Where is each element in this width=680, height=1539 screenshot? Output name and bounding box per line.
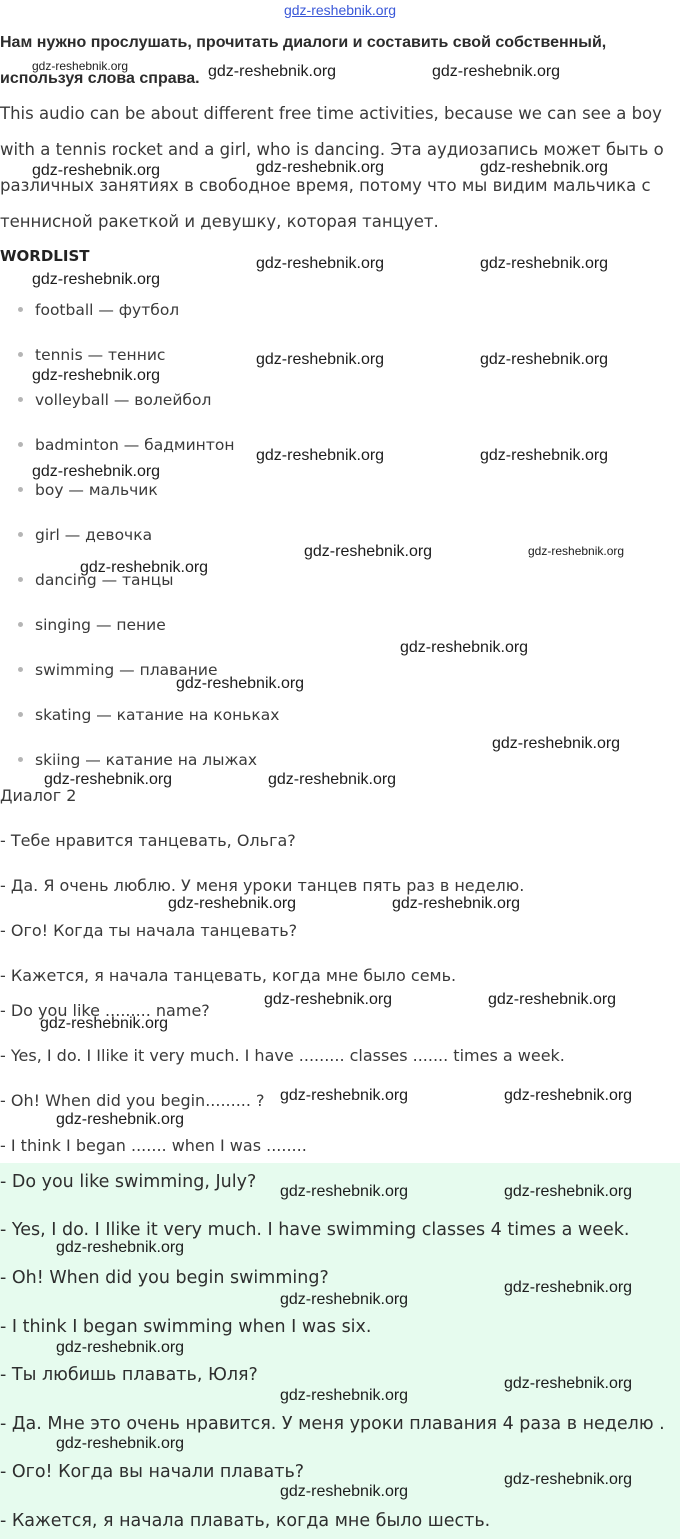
task-line-2: используя слова справа. (0, 70, 200, 87)
watermark: gdz-reshebnik.org (44, 771, 173, 788)
dialog-line: - Yes, I do. I Ilike it very much. I have ......... classes ....... times a week. (0, 1046, 565, 1065)
dialog-line: - Да. Я очень люблю. У меня уроки танцев пять раз в неделю. (0, 876, 525, 895)
watermark: gdz-reshebnik.org (32, 59, 129, 73)
bullet-icon (18, 397, 23, 402)
answer-line: - Кажется, я начала плавать, когда мне было шесть. (0, 1511, 491, 1531)
watermark: gdz-reshebnik.org (392, 895, 521, 912)
watermark: gdz-reshebnik.org (432, 63, 561, 80)
dialog-title: Диалог 2 (0, 786, 77, 805)
watermark: gdz-reshebnik.org (208, 63, 337, 80)
watermark: gdz-reshebnik.org (256, 351, 385, 368)
paragraph-line-4: теннисной ракеткой и девушку, которая танцует. (0, 212, 439, 231)
watermark: gdz-reshebnik.org (56, 1111, 185, 1128)
watermark: gdz-reshebnik.org (504, 1087, 633, 1104)
watermark: gdz-reshebnik.org (400, 639, 529, 656)
wordlist-heading: WORDLIST (0, 247, 90, 265)
watermark: gdz-reshebnik.org (280, 1291, 409, 1308)
watermark: gdz-reshebnik.org (56, 1435, 185, 1452)
watermark: gdz-reshebnik.org (176, 675, 305, 692)
watermark: gdz-reshebnik.org (492, 735, 621, 752)
list-item: singing — пение (18, 616, 166, 634)
answer-line: - Да. Мне это очень нравится. У меня уроки плавания 4 раза в неделю . (0, 1414, 665, 1434)
watermark: gdz-reshebnik.org (480, 255, 609, 272)
list-item: badminton — бадминтон (18, 436, 234, 454)
list-item: football — футбол (18, 301, 179, 319)
answer-line: - Oh! When did you begin swimming? (0, 1268, 329, 1288)
list-item: boy — мальчик (18, 481, 158, 499)
watermark: gdz-reshebnik.org (504, 1279, 633, 1296)
list-item: swimming — плавание (18, 661, 218, 679)
watermark: gdz-reshebnik.org (256, 159, 385, 176)
answer-line: - Yes, I do. I Ilike it very much. I have swimming classes 4 times a week. (0, 1220, 630, 1240)
watermark: gdz-reshebnik.org (280, 1087, 409, 1104)
list-item: skating — катание на коньках (18, 706, 279, 724)
bullet-icon (18, 487, 23, 492)
watermark: gdz-reshebnik.org (480, 159, 609, 176)
bullet-icon (18, 442, 23, 447)
answer-line: - Ты любишь плавать, Юля? (0, 1365, 258, 1385)
watermark: gdz-reshebnik.org (40, 1015, 169, 1032)
watermark: gdz-reshebnik.org (504, 1375, 633, 1392)
bullet-icon (18, 712, 23, 717)
watermark: gdz-reshebnik.org (32, 463, 161, 480)
dialog-line: - Тебе нравится танцевать, Ольга? (0, 831, 296, 850)
watermark: gdz-reshebnik.org (32, 367, 161, 384)
watermark: gdz-reshebnik.org (32, 162, 161, 179)
list-item: tennis — теннис (18, 346, 165, 364)
watermark: gdz-reshebnik.org (256, 447, 385, 464)
bullet-icon (18, 577, 23, 582)
watermark: gdz-reshebnik.org (168, 895, 297, 912)
paragraph-line-1: This audio can be about different free time activities, because we can see a boy (0, 104, 662, 123)
bullet-icon (18, 757, 23, 762)
bullet-icon (18, 667, 23, 672)
paragraph-line-2: with a tennis rocket and a girl, who is dancing. Эта аудиозапись может быть о (0, 140, 664, 159)
watermark: gdz-reshebnik.org (488, 991, 617, 1008)
dialog-line: - Кажется, я начала танцевать, когда мне было семь. (0, 966, 457, 985)
watermark: gdz-reshebnik.org (56, 1339, 185, 1356)
watermark: gdz-reshebnik.org (480, 351, 609, 368)
watermark: gdz-reshebnik.org (268, 771, 397, 788)
dialog-line: - Oh! When did you begin......... ? (0, 1091, 265, 1110)
watermark: gdz-reshebnik.org (280, 1483, 409, 1500)
task-line-1: Нам нужно прослушать, прочитать диалоги и составить свой собственный, (0, 34, 607, 51)
list-item: dancing — танцы (18, 571, 173, 589)
bullet-icon (18, 307, 23, 312)
bullet-icon (18, 352, 23, 357)
answer-line: - Ого! Когда вы начали плавать? (0, 1462, 305, 1482)
watermark: gdz-reshebnik.org (256, 255, 385, 272)
answer-line: - Do you like swimming, July? (0, 1172, 257, 1192)
watermark: gdz-reshebnik.org (280, 1183, 409, 1200)
watermark: gdz-reshebnik.org (280, 1387, 409, 1404)
watermark: gdz-reshebnik.org (32, 271, 161, 288)
dialog-line: - Ого! Когда ты начала танцевать? (0, 921, 298, 940)
watermark: gdz-reshebnik.org (528, 544, 625, 558)
dialog-line: - Do you like ......... name? (0, 1001, 210, 1020)
paragraph-line-3: различных занятиях в свободное время, потому что мы видим мальчика с (0, 176, 651, 195)
list-item: girl — девочка (18, 526, 152, 544)
watermark: gdz-reshebnik.org (56, 1239, 185, 1256)
site-header-link[interactable]: gdz-reshebnik.org (283, 2, 397, 18)
answer-line: - I think I began swimming when I was six. (0, 1317, 372, 1337)
list-item: volleyball — волейбол (18, 391, 211, 409)
watermark: gdz-reshebnik.org (480, 447, 609, 464)
dialog-line: - I think I began ....... when I was ........ (0, 1136, 307, 1155)
list-item: skiing — катание на лыжах (18, 751, 257, 769)
watermark: gdz-reshebnik.org (504, 1471, 633, 1488)
watermark: gdz-reshebnik.org (80, 559, 209, 576)
bullet-icon (18, 532, 23, 537)
watermark: gdz-reshebnik.org (264, 991, 393, 1008)
watermark: gdz-reshebnik.org (304, 543, 433, 560)
watermark: gdz-reshebnik.org (504, 1183, 633, 1200)
bullet-icon (18, 622, 23, 627)
